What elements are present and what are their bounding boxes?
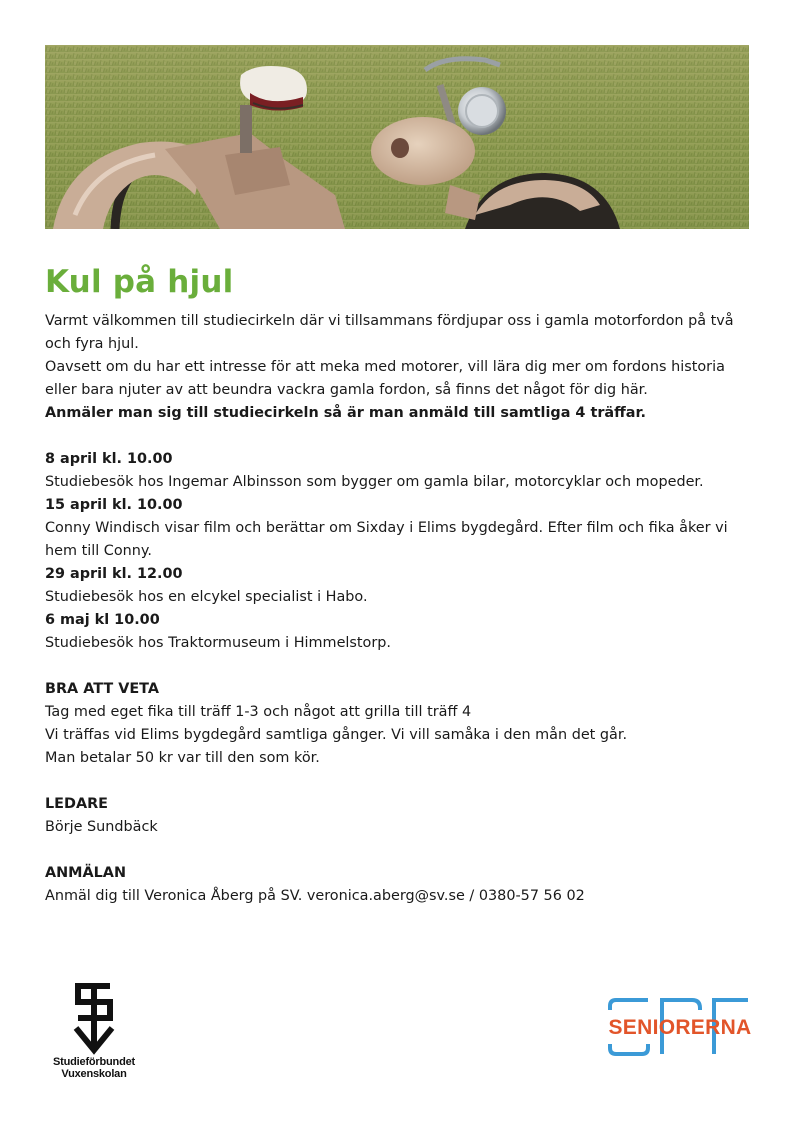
sv-logo-line: Vuxenskolan [61, 1068, 127, 1080]
intro-paragraph: Varmt välkommen till studiecirkeln där vi tillsammans fördjupar oss i gamla motorfordon på två och fyra hjul. [45, 313, 734, 352]
meeting-date: 29 april kl. 12.00 [45, 566, 183, 582]
flyer-body [45, 310, 755, 908]
sv-logo-text [44, 1056, 144, 1080]
good-to-know-line: Vi träffas vid Elims bygdegård samtliga gånger. Vi vill samåka i den mån det går. [45, 727, 628, 743]
spf-logo-text: SENIORERNA [608, 1016, 752, 1039]
meeting-description: Studiebesök hos Ingemar Albinsson som bygger om gamla bilar, motorcyklar och mopeder. [45, 474, 704, 490]
intro-notice: Anmäler man sig till studiecirkeln så är man anmäld till samtliga 4 träffar. [45, 405, 647, 421]
intro-paragraph: Oavsett om du har ett intresse för att meka med motorer, vill lära dig mer om fordons historia eller bara njuter av att beundra vackra gamla fordon, så finns det något för dig här. [45, 359, 725, 398]
meeting-description: Studiebesök hos en elcykel specialist i Habo. [45, 589, 368, 605]
good-to-know-line: Man betalar 50 kr var till den som kör. [45, 750, 320, 766]
signup-heading: ANMÄLAN [45, 865, 126, 881]
meeting-date: 15 april kl. 10.00 [45, 497, 183, 513]
meeting-description: Conny Windisch visar film och berättar om Sixday i Elims bygdegård. Efter film och fika åker vi hem till Conny. [45, 520, 728, 559]
hero-image-moped [45, 45, 749, 229]
sv-logo-line: Studieförbundet [53, 1056, 135, 1068]
leader-name: Börje Sundbäck [45, 819, 158, 835]
leader-heading: LEDARE [45, 796, 108, 812]
signup-text: Anmäl dig till Veronica Åberg på SV. veronica.aberg@sv.se / 0380-57 56 02 [45, 888, 585, 904]
meeting-date: 8 april kl. 10.00 [45, 451, 173, 467]
good-to-know-heading: BRA ATT VETA [45, 681, 159, 697]
page-title: Kul på hjul [45, 264, 234, 300]
meeting-description: Studiebesök hos Traktormuseum i Himmelstorp. [45, 635, 391, 651]
good-to-know-line: Tag med eget fika till träff 1-3 och något att grilla till träff 4 [45, 704, 472, 720]
meeting-date: 6 maj kl 10.00 [45, 612, 160, 628]
